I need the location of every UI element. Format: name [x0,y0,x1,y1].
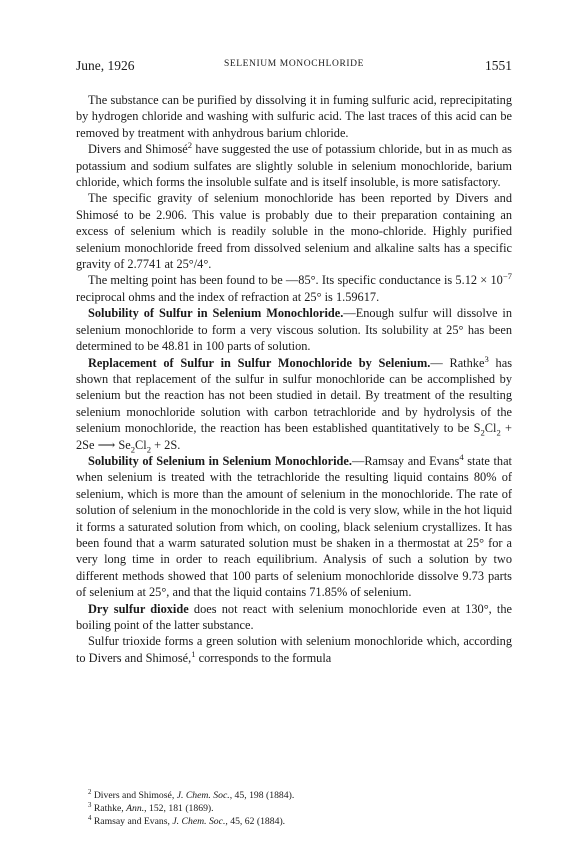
paragraph-purification: The substance can be purified by dissolving it in fuming sulfuric acid, reprecipitating by hydrogen chloride and washing with sulfuric acid. The last traces of this acid can be removed by treatment with anhydrous barium chloride. [76,93,512,140]
footnotes [88,790,512,828]
article-body [76,92,512,666]
paragraph-sulfur-trioxide: Sulfur trioxide forms a green solution with selenium monochloride which, according to Divers and Shimosé,$^1$ corresponds to the formula [76,634,512,665]
running-title: SELENIUM MONOCHLORIDE [223,59,365,69]
footnote: $^3$ Rathke, Ann., 152, 181 (1869). [88,801,214,814]
exponent: −7 [502,271,512,282]
paragraph-sulfur-dioxide: Dry sulfur dioxide does not react with selenium monochloride even at 130°, the boiling point of the latter substance. [76,601,512,632]
footnote-ref: 2 [187,140,193,151]
footnote-ref: 3 [484,353,489,364]
footnote: $^2$ Divers and Shimosé, J. Chem. Soc., 45, 198 (1884). [88,788,295,801]
paragraph-specific-gravity: The specific gravity of selenium monochloride has been reported by Divers and Shimosé to be 2.906. This value is probably due to their preparation containing an excess of selenium which is readily soluble in the mono-chloride. Highly purified selenium monochloride freed from dissolved selenium and alkaline salts has a specific gravity of 2.7741 at 25°/4°. [76,191,512,272]
paragraph-sulfur-solubility: Solubility of Sulfur in Selenium Monochloride.—Enough sulfur will dissolve in selenium monochloride to form a very viscous solution. Its solubility at 25° has been determined to be 48.81 in 100 parts of solution. [76,306,512,354]
paragraph-melting-point: The melting point has been found to be —85°. Its specific conductance is $5.12 \times 10^{-7}$ reciprocal ohms and the index of refraction at 25° is 1.59617. [76,271,512,304]
page-number: 1551 [485,58,512,73]
section-heading: Solubility of Selenium in Selenium Monochloride. [88,453,352,468]
paragraph-selenium-solubility: Solubility of Selenium in Selenium Monochloride.—Ramsay and Evans$^4$ state that when selenium is treated with the tetrachloride the resulting liquid contains 80% of selenium, which is more than the amount of selenium in the monochloride. The rate of solution of selenium in the monochloride in the cold is very slow, while in the hot liquid it forms a saturated solution from which, on cooling, black selenium crystallizes. It has been found that a warm saturated solution must be shaken in a thermostat at 25° for a very long time in order to reach equilibrium. Analysis of such a solution by two different methods showed that 100 parts of selenium monochloride dissolve 9.73 parts of selenium at 25°, and that the liquid contains 71.85% of selenium. [76,451,512,600]
section-heading: Solubility of Sulfur in Selenium Monochloride. [88,306,344,321]
paragraph-replacement: Replacement of Sulfur in Sulfur Monochloride by Selenium.— Rathke$^3$ has shown that replacement of the sulfur in sulfur monochloride can be accomplished by selenium but the reaction has not been studied in detail. By treatment of the resulting selenium monochloride solution with carbon tetrachloride and by hydrolysis of the selenium monochloride, the reaction has been established quantitatively to be $S_2Cl_2 + 2Se$ ⟶ $Se_2Cl_2 + 2S$. [76,353,512,454]
section-heading: Dry sulfur dioxide [88,601,189,616]
paragraph-divers-shimose: Divers and Shimosé$^2$ have suggested the use of potassium chloride, but in as much as potassium and sodium sulfates are slightly soluble in selenium monochloride, barium chloride, which forms the insoluble sulfate and is itself insoluble, is more satisfactory. [76,140,512,190]
issue-date: June, 1926 [76,58,135,73]
footnote: $^4$ Ramsay and Evans, J. Chem. Soc., 45, 62 (1884). [88,814,286,827]
footnote-ref: 1 [191,648,196,659]
footnote-ref: 4 [459,451,464,462]
running-header [76,58,512,76]
section-heading: Replacement of Sulfur in Sulfur Monochloride by Selenium. [88,355,431,370]
